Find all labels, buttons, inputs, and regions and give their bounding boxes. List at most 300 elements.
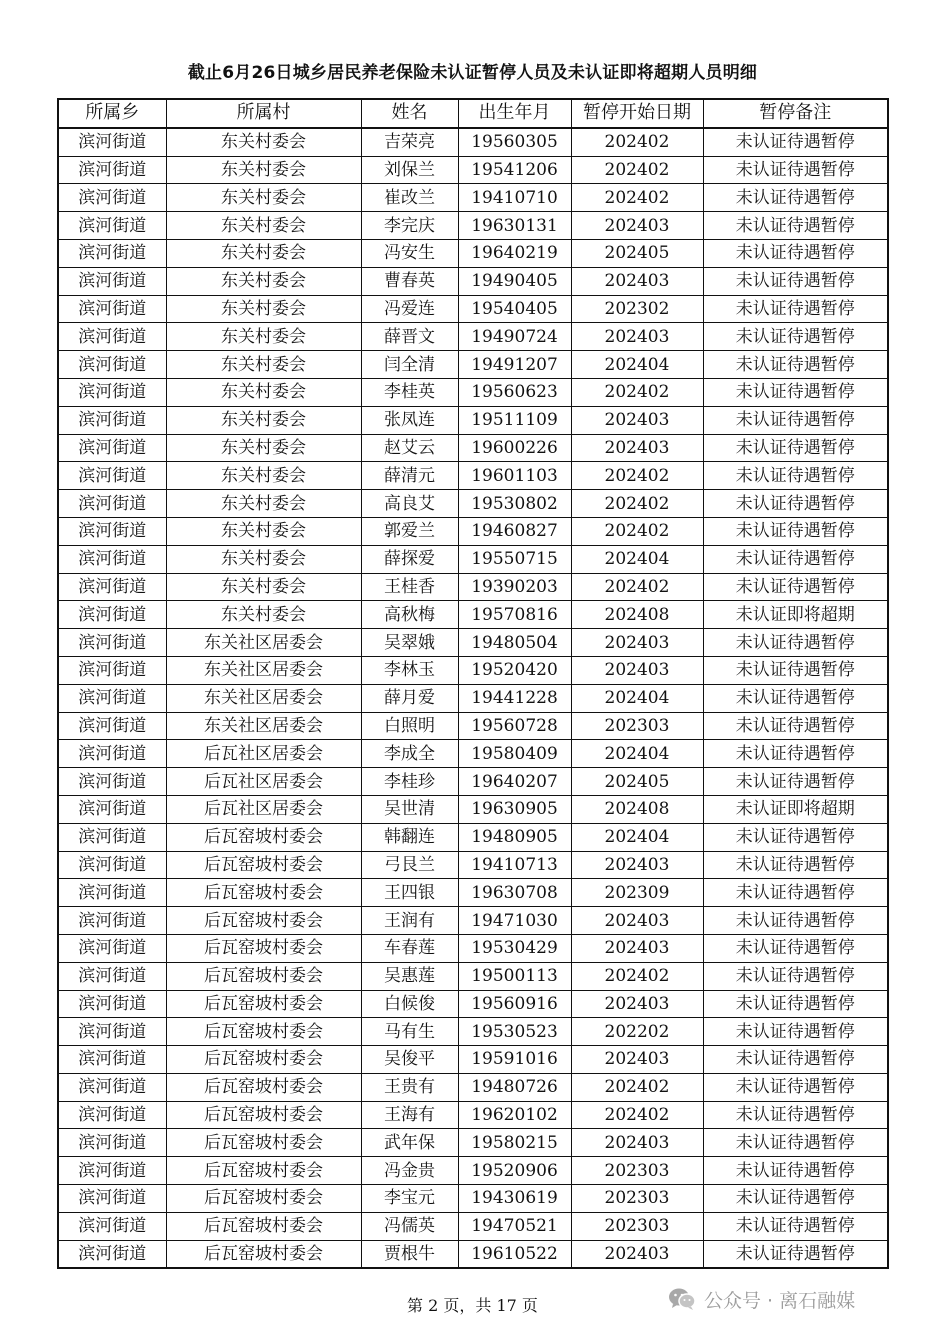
cell-village: 东关村委会 [166, 406, 361, 434]
column-header-suspend-start: 暂停开始日期 [571, 99, 703, 128]
cell-name: 王桂香 [361, 573, 458, 601]
cell-suspend-start: 202303 [571, 712, 703, 740]
cell-name: 吴翠娥 [361, 629, 458, 657]
cell-village: 后瓦社区居委会 [166, 795, 361, 823]
column-header-village: 所属村 [166, 99, 361, 128]
cell-suspend-start: 202403 [571, 656, 703, 684]
table-row [58, 267, 888, 295]
cell-township: 滨河街道 [58, 434, 166, 462]
cell-township: 滨河街道 [58, 1073, 166, 1101]
cell-birth-date: 19480726 [458, 1073, 571, 1101]
cell-township: 滨河街道 [58, 1212, 166, 1240]
cell-suspend-note: 未认证待遇暂停 [703, 684, 888, 712]
cell-suspend-start: 202403 [571, 907, 703, 935]
cell-name: 薛清元 [361, 462, 458, 490]
cell-name: 闫全清 [361, 351, 458, 379]
table-row [58, 212, 888, 240]
cell-village: 后瓦窑坡村委会 [166, 990, 361, 1018]
cell-suspend-start: 202402 [571, 156, 703, 184]
cell-name: 冯金贵 [361, 1157, 458, 1185]
cell-name: 高良艾 [361, 490, 458, 518]
cell-suspend-start: 202403 [571, 323, 703, 351]
cell-suspend-start: 202302 [571, 295, 703, 323]
cell-suspend-note: 未认证待遇暂停 [703, 1157, 888, 1185]
table-row [58, 1185, 888, 1213]
cell-suspend-note: 未认证待遇暂停 [703, 378, 888, 406]
cell-suspend-note: 未认证待遇暂停 [703, 156, 888, 184]
cell-suspend-note: 未认证待遇暂停 [703, 295, 888, 323]
cell-birth-date: 19480905 [458, 823, 571, 851]
table-row [58, 1073, 888, 1101]
cell-suspend-note: 未认证待遇暂停 [703, 462, 888, 490]
cell-suspend-note: 未认证待遇暂停 [703, 1101, 888, 1129]
cell-name: 李林玉 [361, 656, 458, 684]
cell-village: 东关社区居委会 [166, 629, 361, 657]
cell-suspend-start: 202402 [571, 128, 703, 156]
table-row [58, 239, 888, 267]
table-row [58, 128, 888, 156]
table-body [58, 128, 888, 1269]
cell-name: 李宝元 [361, 1185, 458, 1213]
cell-name: 白照明 [361, 712, 458, 740]
table-row [58, 1018, 888, 1046]
cell-suspend-start: 202402 [571, 490, 703, 518]
cell-village: 东关村委会 [166, 239, 361, 267]
cell-township: 滨河街道 [58, 184, 166, 212]
page-footer: 第 2 页，共 17 页 [407, 1296, 538, 1315]
cell-birth-date: 19520906 [458, 1157, 571, 1185]
cell-township: 滨河街道 [58, 1046, 166, 1074]
cell-suspend-start: 202202 [571, 1018, 703, 1046]
cell-suspend-start: 202403 [571, 1129, 703, 1157]
cell-suspend-start: 202403 [571, 990, 703, 1018]
watermark [668, 1284, 855, 1314]
cell-village: 后瓦窑坡村委会 [166, 1157, 361, 1185]
cell-township: 滨河街道 [58, 795, 166, 823]
cell-suspend-note: 未认证待遇暂停 [703, 1185, 888, 1213]
cell-suspend-start: 202405 [571, 239, 703, 267]
cell-village: 后瓦窑坡村委会 [166, 823, 361, 851]
cell-name: 王四银 [361, 879, 458, 907]
cell-name: 吴俊平 [361, 1046, 458, 1074]
cell-township: 滨河街道 [58, 573, 166, 601]
cell-name: 吴惠莲 [361, 962, 458, 990]
cell-village: 后瓦社区居委会 [166, 768, 361, 796]
table-row [58, 295, 888, 323]
cell-suspend-note: 未认证待遇暂停 [703, 1018, 888, 1046]
table-header-row [58, 99, 888, 128]
cell-suspend-note: 未认证待遇暂停 [703, 128, 888, 156]
cell-suspend-note: 未认证待遇暂停 [703, 934, 888, 962]
cell-birth-date: 19390203 [458, 573, 571, 601]
cell-suspend-note: 未认证待遇暂停 [703, 962, 888, 990]
cell-name: 薛晋文 [361, 323, 458, 351]
cell-birth-date: 19610522 [458, 1240, 571, 1268]
cell-suspend-start: 202403 [571, 212, 703, 240]
cell-suspend-note: 未认证待遇暂停 [703, 712, 888, 740]
cell-suspend-note: 未认证待遇暂停 [703, 239, 888, 267]
table-row [58, 517, 888, 545]
table-row [58, 601, 888, 629]
cell-village: 东关社区居委会 [166, 656, 361, 684]
cell-township: 滨河街道 [58, 267, 166, 295]
table-row [58, 823, 888, 851]
cell-suspend-start: 202402 [571, 517, 703, 545]
cell-suspend-note: 未认证待遇暂停 [703, 1240, 888, 1268]
cell-township: 滨河街道 [58, 740, 166, 768]
cell-birth-date: 19580215 [458, 1129, 571, 1157]
cell-birth-date: 19470521 [458, 1212, 571, 1240]
cell-suspend-start: 202403 [571, 629, 703, 657]
table-row [58, 156, 888, 184]
table-row [58, 879, 888, 907]
cell-birth-date: 19620102 [458, 1101, 571, 1129]
cell-suspend-start: 202403 [571, 934, 703, 962]
cell-suspend-note: 未认证待遇暂停 [703, 656, 888, 684]
cell-suspend-start: 202404 [571, 823, 703, 851]
roster-table [57, 98, 889, 1269]
cell-township: 滨河街道 [58, 1185, 166, 1213]
cell-birth-date: 19491207 [458, 351, 571, 379]
cell-birth-date: 19490724 [458, 323, 571, 351]
cell-suspend-start: 202404 [571, 740, 703, 768]
cell-suspend-start: 202303 [571, 1212, 703, 1240]
cell-name: 曹春英 [361, 267, 458, 295]
cell-suspend-note: 未认证待遇暂停 [703, 768, 888, 796]
cell-suspend-start: 202408 [571, 601, 703, 629]
column-header-suspend-note: 暂停备注 [703, 99, 888, 128]
cell-name: 薛探爱 [361, 545, 458, 573]
table-row [58, 490, 888, 518]
cell-village: 东关村委会 [166, 128, 361, 156]
table-row [58, 962, 888, 990]
cell-suspend-note: 未认证待遇暂停 [703, 323, 888, 351]
cell-suspend-note: 未认证待遇暂停 [703, 879, 888, 907]
cell-name: 马有生 [361, 1018, 458, 1046]
cell-village: 东关村委会 [166, 434, 361, 462]
table-row [58, 934, 888, 962]
cell-township: 滨河街道 [58, 295, 166, 323]
cell-suspend-start: 202405 [571, 768, 703, 796]
cell-village: 东关社区居委会 [166, 684, 361, 712]
cell-birth-date: 19471030 [458, 907, 571, 935]
cell-birth-date: 19550715 [458, 545, 571, 573]
cell-township: 滨河街道 [58, 712, 166, 740]
cell-village: 东关村委会 [166, 323, 361, 351]
cell-suspend-start: 202403 [571, 406, 703, 434]
cell-township: 滨河街道 [58, 406, 166, 434]
cell-name: 李桂英 [361, 378, 458, 406]
cell-birth-date: 19410710 [458, 184, 571, 212]
cell-village: 东关村委会 [166, 573, 361, 601]
cell-suspend-start: 202403 [571, 267, 703, 295]
table-row [58, 462, 888, 490]
cell-suspend-note: 未认证待遇暂停 [703, 184, 888, 212]
cell-township: 滨河街道 [58, 212, 166, 240]
cell-suspend-note: 未认证待遇暂停 [703, 406, 888, 434]
cell-township: 滨河街道 [58, 990, 166, 1018]
cell-name: 薛月爱 [361, 684, 458, 712]
cell-birth-date: 19441228 [458, 684, 571, 712]
cell-township: 滨河街道 [58, 239, 166, 267]
cell-name: 李桂珍 [361, 768, 458, 796]
cell-name: 吉荣亮 [361, 128, 458, 156]
cell-birth-date: 19560305 [458, 128, 571, 156]
table-row [58, 851, 888, 879]
cell-suspend-start: 202402 [571, 1073, 703, 1101]
cell-village: 后瓦窑坡村委会 [166, 1129, 361, 1157]
table-row [58, 740, 888, 768]
cell-suspend-start: 202403 [571, 1240, 703, 1268]
cell-name: 吴世清 [361, 795, 458, 823]
cell-birth-date: 19600226 [458, 434, 571, 462]
cell-township: 滨河街道 [58, 517, 166, 545]
cell-birth-date: 19460827 [458, 517, 571, 545]
cell-township: 滨河街道 [58, 462, 166, 490]
cell-name: 冯儒英 [361, 1212, 458, 1240]
cell-township: 滨河街道 [58, 934, 166, 962]
cell-township: 滨河街道 [58, 351, 166, 379]
cell-birth-date: 19511109 [458, 406, 571, 434]
cell-village: 后瓦窑坡村委会 [166, 1240, 361, 1268]
cell-suspend-note: 未认证待遇暂停 [703, 1129, 888, 1157]
cell-name: 高秋梅 [361, 601, 458, 629]
cell-suspend-start: 202403 [571, 851, 703, 879]
cell-township: 滨河街道 [58, 823, 166, 851]
table-row [58, 1129, 888, 1157]
cell-village: 东关村委会 [166, 462, 361, 490]
cell-township: 滨河街道 [58, 1129, 166, 1157]
cell-name: 武年保 [361, 1129, 458, 1157]
cell-village: 后瓦窑坡村委会 [166, 879, 361, 907]
cell-suspend-note: 未认证待遇暂停 [703, 490, 888, 518]
table-row [58, 351, 888, 379]
cell-birth-date: 19560916 [458, 990, 571, 1018]
cell-suspend-note: 未认证待遇暂停 [703, 351, 888, 379]
cell-name: 赵艾云 [361, 434, 458, 462]
cell-name: 冯爱连 [361, 295, 458, 323]
cell-birth-date: 19560728 [458, 712, 571, 740]
cell-birth-date: 19640219 [458, 239, 571, 267]
cell-village: 东关村委会 [166, 295, 361, 323]
cell-birth-date: 19520420 [458, 656, 571, 684]
cell-name: 郭爱兰 [361, 517, 458, 545]
cell-birth-date: 19560623 [458, 378, 571, 406]
cell-suspend-note: 未认证待遇暂停 [703, 212, 888, 240]
cell-suspend-note: 未认证待遇暂停 [703, 907, 888, 935]
cell-township: 滨河街道 [58, 545, 166, 573]
cell-village: 东关村委会 [166, 378, 361, 406]
cell-village: 东关村委会 [166, 351, 361, 379]
table-row [58, 1240, 888, 1268]
cell-name: 刘保兰 [361, 156, 458, 184]
cell-village: 东关村委会 [166, 267, 361, 295]
cell-village: 后瓦窑坡村委会 [166, 1101, 361, 1129]
cell-birth-date: 19630905 [458, 795, 571, 823]
cell-name: 韩翻连 [361, 823, 458, 851]
page-title: 截止6月26日城乡居民养老保险未认证暂停人员及未认证即将超期人员明细 [187, 63, 758, 83]
cell-name: 白候俊 [361, 990, 458, 1018]
cell-village: 后瓦窑坡村委会 [166, 962, 361, 990]
cell-suspend-start: 202403 [571, 1046, 703, 1074]
cell-suspend-note: 未认证待遇暂停 [703, 990, 888, 1018]
table-row [58, 1101, 888, 1129]
cell-birth-date: 19630131 [458, 212, 571, 240]
cell-name: 冯安生 [361, 239, 458, 267]
cell-suspend-start: 202404 [571, 545, 703, 573]
cell-birth-date: 19591016 [458, 1046, 571, 1074]
table-row [58, 768, 888, 796]
cell-township: 滨河街道 [58, 1101, 166, 1129]
cell-suspend-start: 202402 [571, 378, 703, 406]
cell-suspend-note: 未认证待遇暂停 [703, 1073, 888, 1101]
cell-township: 滨河街道 [58, 1018, 166, 1046]
cell-suspend-note: 未认证待遇暂停 [703, 434, 888, 462]
cell-suspend-note: 未认证待遇暂停 [703, 517, 888, 545]
cell-suspend-start: 202303 [571, 1157, 703, 1185]
cell-suspend-note: 未认证待遇暂停 [703, 629, 888, 657]
cell-township: 滨河街道 [58, 601, 166, 629]
table-row [58, 1046, 888, 1074]
table-row [58, 434, 888, 462]
cell-birth-date: 19430619 [458, 1185, 571, 1213]
cell-village: 后瓦窑坡村委会 [166, 1073, 361, 1101]
cell-birth-date: 19630708 [458, 879, 571, 907]
cell-village: 后瓦窑坡村委会 [166, 907, 361, 935]
cell-birth-date: 19410713 [458, 851, 571, 879]
cell-village: 后瓦窑坡村委会 [166, 1185, 361, 1213]
cell-village: 后瓦窑坡村委会 [166, 851, 361, 879]
cell-suspend-note: 未认证即将超期 [703, 795, 888, 823]
cell-village: 东关村委会 [166, 601, 361, 629]
cell-village: 东关村委会 [166, 156, 361, 184]
table-row [58, 684, 888, 712]
cell-township: 滨河街道 [58, 907, 166, 935]
table-row [58, 323, 888, 351]
cell-suspend-start: 202402 [571, 962, 703, 990]
cell-village: 东关村委会 [166, 212, 361, 240]
cell-village: 东关村委会 [166, 517, 361, 545]
column-header-township: 所属乡 [58, 99, 166, 128]
cell-suspend-note: 未认证待遇暂停 [703, 545, 888, 573]
cell-suspend-note: 未认证待遇暂停 [703, 851, 888, 879]
table-row [58, 573, 888, 601]
cell-suspend-start: 202402 [571, 462, 703, 490]
table-row [58, 629, 888, 657]
cell-township: 滨河街道 [58, 656, 166, 684]
cell-township: 滨河街道 [58, 128, 166, 156]
table-row [58, 406, 888, 434]
table-row [58, 184, 888, 212]
column-header-birth-date: 出生年月 [458, 99, 571, 128]
cell-birth-date: 19541206 [458, 156, 571, 184]
table-row [58, 907, 888, 935]
cell-suspend-start: 202408 [571, 795, 703, 823]
cell-name: 张凤连 [361, 406, 458, 434]
cell-village: 后瓦窑坡村委会 [166, 1018, 361, 1046]
table-row [58, 545, 888, 573]
cell-birth-date: 19490405 [458, 267, 571, 295]
cell-name: 王贵有 [361, 1073, 458, 1101]
cell-birth-date: 19570816 [458, 601, 571, 629]
cell-suspend-note: 未认证待遇暂停 [703, 823, 888, 851]
cell-suspend-start: 202402 [571, 573, 703, 601]
cell-name: 王海有 [361, 1101, 458, 1129]
cell-township: 滨河街道 [58, 768, 166, 796]
cell-suspend-note: 未认证待遇暂停 [703, 573, 888, 601]
cell-name: 李完庆 [361, 212, 458, 240]
table-row [58, 712, 888, 740]
cell-village: 东关社区居委会 [166, 712, 361, 740]
table-row [58, 795, 888, 823]
cell-village: 东关村委会 [166, 184, 361, 212]
cell-suspend-start: 202404 [571, 351, 703, 379]
table-row [58, 1212, 888, 1240]
cell-birth-date: 19640207 [458, 768, 571, 796]
table-row [58, 656, 888, 684]
cell-township: 滨河街道 [58, 1240, 166, 1268]
cell-village: 东关村委会 [166, 545, 361, 573]
cell-suspend-note: 未认证即将超期 [703, 601, 888, 629]
cell-birth-date: 19530429 [458, 934, 571, 962]
table-row [58, 1157, 888, 1185]
cell-township: 滨河街道 [58, 684, 166, 712]
cell-birth-date: 19530523 [458, 1018, 571, 1046]
cell-township: 滨河街道 [58, 323, 166, 351]
cell-birth-date: 19500113 [458, 962, 571, 990]
table-row [58, 990, 888, 1018]
watermark-text: 公众号 · 离石融媒 [704, 1289, 856, 1312]
cell-suspend-note: 未认证待遇暂停 [703, 1212, 888, 1240]
cell-name: 李成全 [361, 740, 458, 768]
cell-township: 滨河街道 [58, 378, 166, 406]
cell-township: 滨河街道 [58, 851, 166, 879]
cell-suspend-start: 202402 [571, 1101, 703, 1129]
cell-name: 贾根牛 [361, 1240, 458, 1268]
cell-birth-date: 19530802 [458, 490, 571, 518]
cell-suspend-note: 未认证待遇暂停 [703, 740, 888, 768]
cell-village: 后瓦窑坡村委会 [166, 934, 361, 962]
cell-suspend-note: 未认证待遇暂停 [703, 1046, 888, 1074]
cell-name: 崔改兰 [361, 184, 458, 212]
cell-township: 滨河街道 [58, 962, 166, 990]
cell-suspend-start: 202309 [571, 879, 703, 907]
cell-name: 弓艮兰 [361, 851, 458, 879]
cell-village: 东关村委会 [166, 490, 361, 518]
table-row [58, 378, 888, 406]
cell-village: 后瓦窑坡村委会 [166, 1212, 361, 1240]
cell-village: 后瓦社区居委会 [166, 740, 361, 768]
cell-township: 滨河街道 [58, 490, 166, 518]
cell-birth-date: 19580409 [458, 740, 571, 768]
cell-suspend-start: 202402 [571, 184, 703, 212]
cell-township: 滨河街道 [58, 629, 166, 657]
cell-name: 车春莲 [361, 934, 458, 962]
cell-township: 滨河街道 [58, 879, 166, 907]
cell-village: 后瓦窑坡村委会 [166, 1046, 361, 1074]
wechat-icon [668, 1287, 696, 1311]
cell-birth-date: 19601103 [458, 462, 571, 490]
cell-birth-date: 19540405 [458, 295, 571, 323]
cell-suspend-start: 202303 [571, 1185, 703, 1213]
cell-township: 滨河街道 [58, 156, 166, 184]
cell-birth-date: 19480504 [458, 629, 571, 657]
cell-suspend-start: 202403 [571, 434, 703, 462]
column-header-name: 姓名 [361, 99, 458, 128]
cell-suspend-start: 202404 [571, 684, 703, 712]
cell-township: 滨河街道 [58, 1157, 166, 1185]
cell-name: 王润有 [361, 907, 458, 935]
